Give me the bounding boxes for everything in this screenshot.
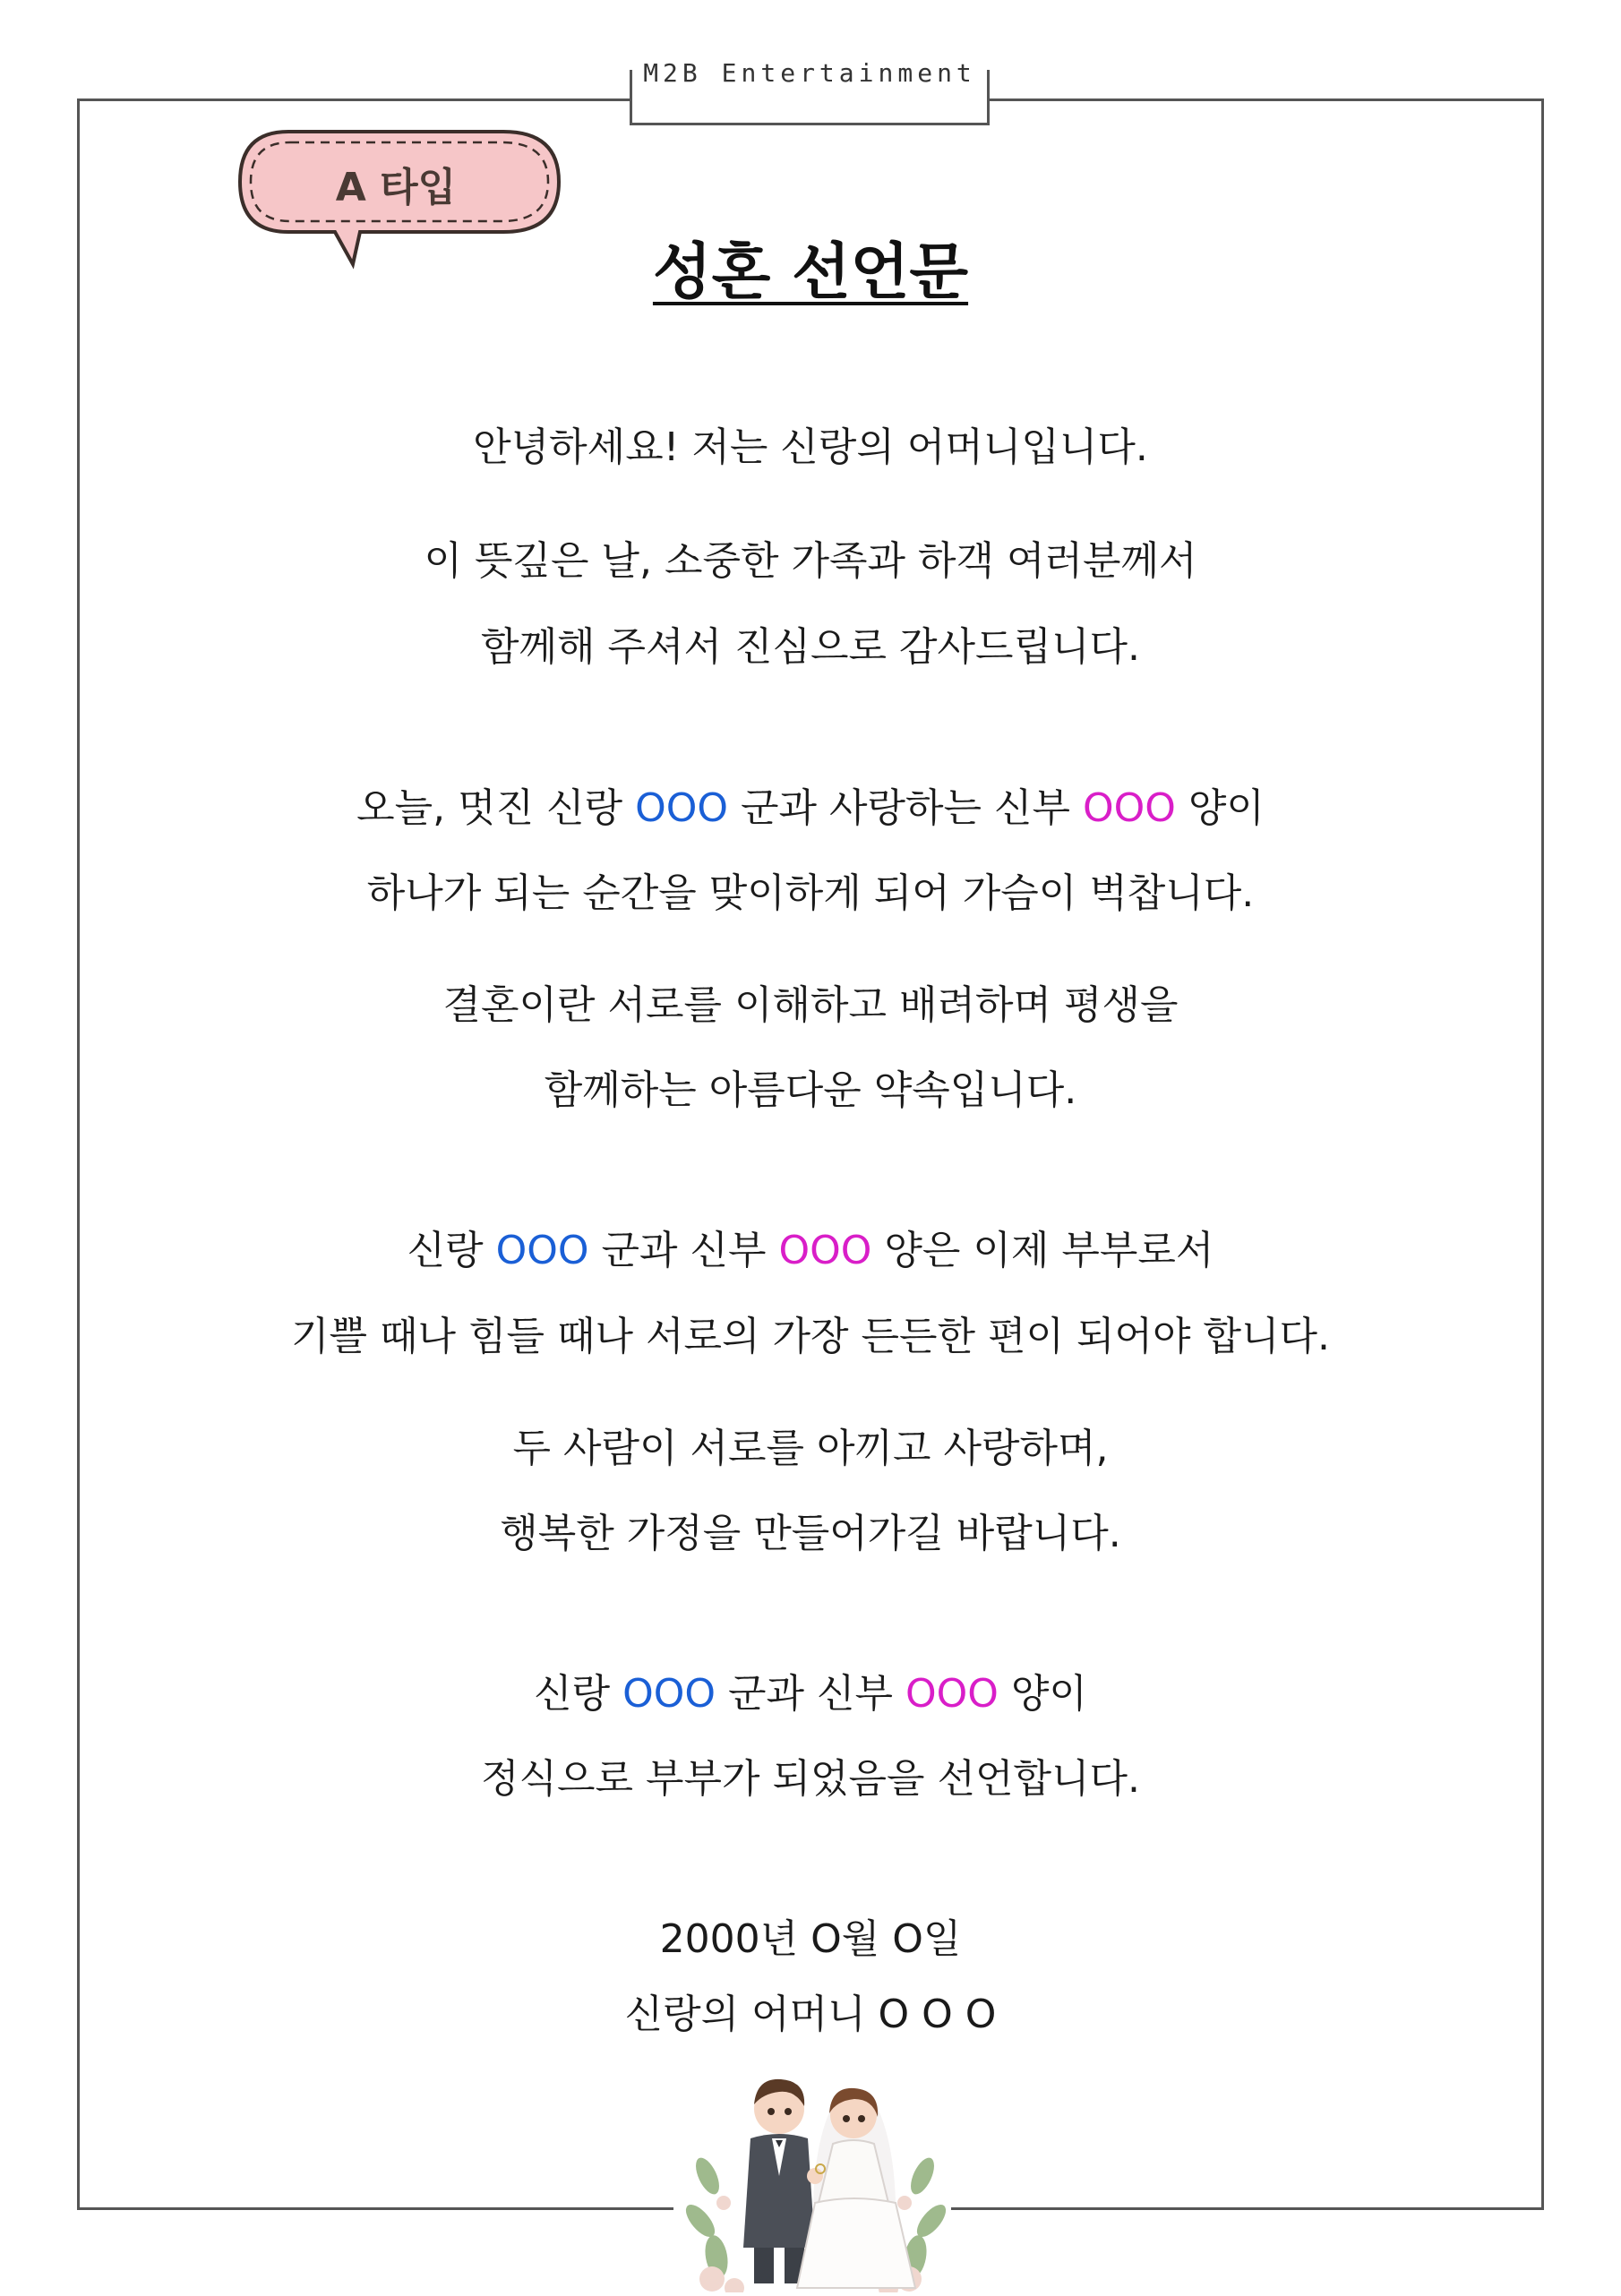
text-segment: 신랑 (407, 1228, 496, 1273)
date-line: 2000년 O월 O일 (659, 1916, 962, 1962)
wedding-couple-icon (681, 2069, 949, 2292)
groom-name-placeholder: OOO (635, 785, 728, 831)
para2-line4: 함께하는 아름다운 약속입니다. (544, 1067, 1077, 1113)
title-text: 성혼 선언문 (652, 237, 969, 308)
bride-name-placeholder: OOO (1082, 785, 1176, 831)
para3-line3: 두 사람이 서로를 아끼고 사랑하며, (512, 1426, 1109, 1471)
para1-line3: 함께해 주셔서 진심으로 감사드립니다. (480, 624, 1140, 670)
para3-line4: 행복한 가정을 만들어가길 바랍니다. (500, 1511, 1121, 1556)
text-segment: 군과 사랑하는 신부 (727, 785, 1083, 831)
para2-line3: 결혼이란 서로를 이해하고 배려하며 평생을 (442, 982, 1179, 1028)
groom-name-placeholder: OOO (495, 1228, 589, 1273)
text-segment: 군과 신부 (588, 1228, 779, 1273)
badge-label: A 타입 (335, 165, 457, 210)
text-segment: 양이 (1175, 785, 1265, 831)
bride-name-placeholder: OOO (905, 1671, 999, 1717)
para2-line1 (0, 782, 1621, 835)
bride-name-placeholder: OOO (778, 1228, 872, 1273)
text-segment: 오늘, 멋진 신랑 (356, 785, 636, 831)
para3-line1 (0, 1224, 1621, 1278)
para2-line2: 하나가 되는 순간을 맞이하게 되어 가슴이 벅찹니다. (366, 870, 1255, 916)
signer-line: 신랑의 어머니 O O O (624, 1992, 997, 2037)
para1-line1: 안녕하세요! 저는 신랑의 어머니입니다. (473, 424, 1148, 470)
text-segment: 군과 신부 (716, 1671, 905, 1717)
para3-line2: 기쁠 때나 힘들 때나 서로의 가장 든든한 편이 되어야 합니다. (291, 1314, 1330, 1359)
para4-line2: 정식으로 부부가 되었음을 선언합니다. (480, 1756, 1140, 1802)
para1-line2: 이 뜻깊은 날, 소중한 가족과 하객 여러분께서 (424, 538, 1197, 584)
brand-name: M2B Entertainment (632, 56, 987, 91)
para4-line1 (0, 1667, 1621, 1721)
page-title (0, 224, 1621, 311)
text-segment: 양은 이제 부부로서 (871, 1228, 1214, 1273)
wedding-couple-illustration (681, 2069, 949, 2292)
groom-name-placeholder: OOO (622, 1671, 716, 1717)
text-segment: 양이 (998, 1671, 1087, 1717)
document-frame (77, 99, 1544, 2210)
text-segment: 신랑 (534, 1671, 623, 1717)
brand-tab (630, 58, 990, 125)
